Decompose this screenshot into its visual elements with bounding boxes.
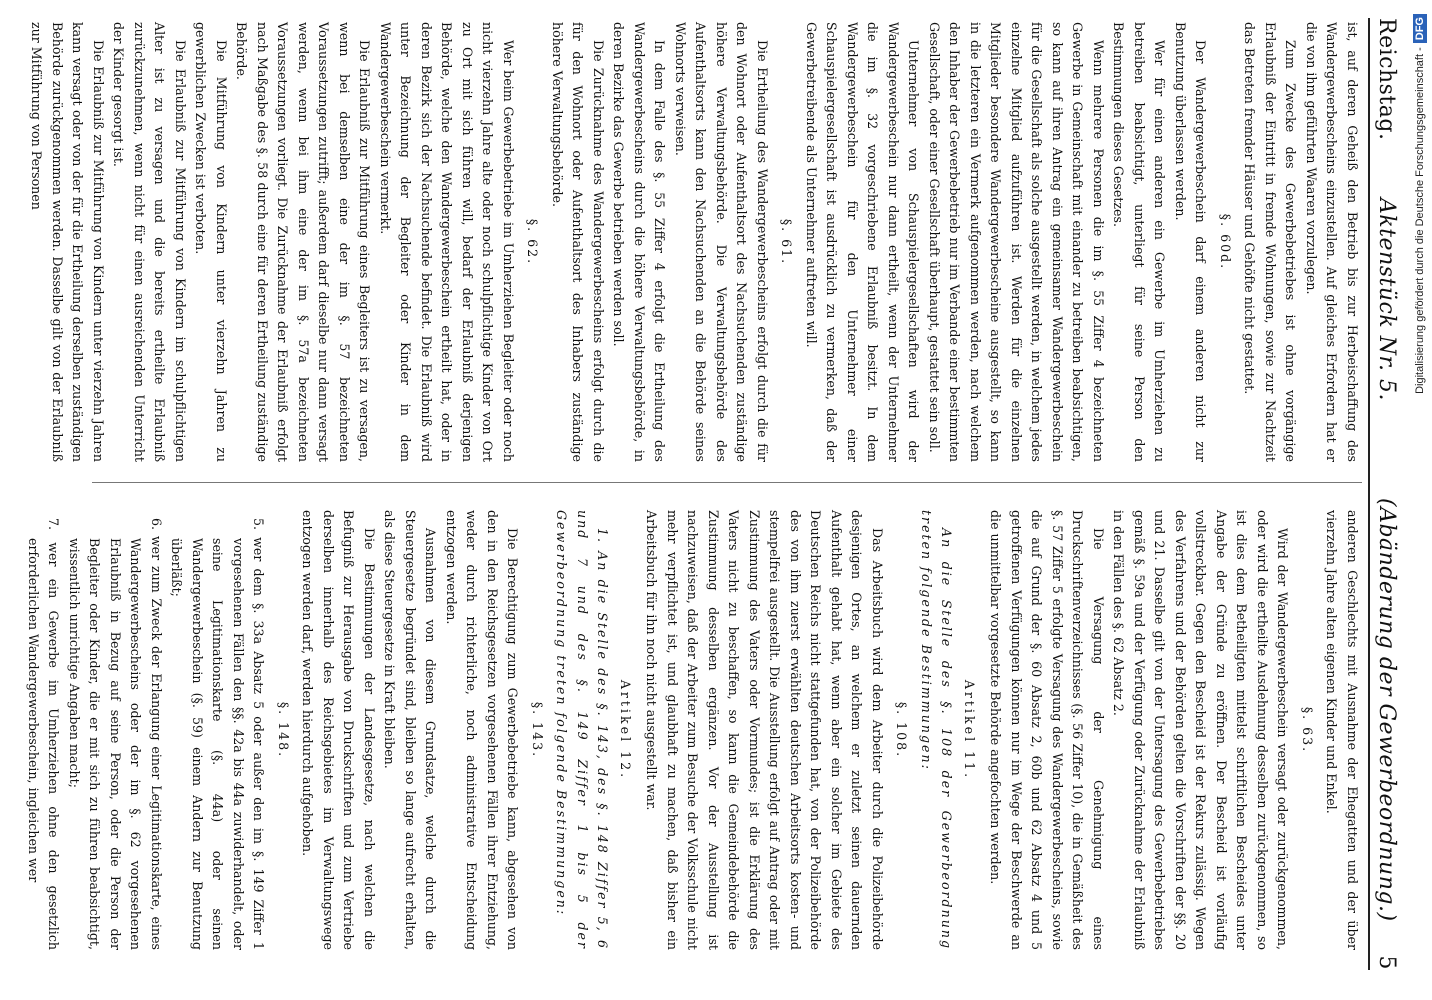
paragraph: In dem Falle des §. 55 Ziffer 4 erfolgt die Ertheilung des Wandergewerbescheins durch die höhere Verwaltungsbehörde, in deren Bezirke das Gewerbe betrieben werden soll. xyxy=(611,22,668,462)
paragraph: Der Wandergewerbeschein darf einem anderen nicht zur Benutzung überlassen werden. xyxy=(1173,22,1209,462)
paragraph: Die Mitführung von Kindern unter vierzehn Jahren zu gewerblichen Zwecken ist verboten. xyxy=(193,22,229,462)
list-item: 6. wer zum Zweck der Erlangung einer Legitimationskarte, eines Wandergewerbescheins oder der im §. 62 vorgesehenen Erlaubniß in Bezug auf seine Person, oder die Person der Begleiter oder Kinder, die er mit sich zu führen beabsichtigt, wissentlich unrichtige Angaben macht; xyxy=(67,518,164,950)
page-number: 5 xyxy=(1374,955,1399,970)
paragraph: Unternehmer von Schauspielergesellschaften wird der Wandergewerbeschein nur dann ertheilt, wenn der Unternehmer die im §. 32 vorgeschriebene Erlaubniß besitzt. In dem Wandergewerbeschein für den Unternehmer einer Schauspielergesellschaft ist ausdrücklich zu vermerken, daß der Gewerbetreibende als Unternehmer auftreten will. xyxy=(804,22,922,462)
paragraph: Die Zurücknahme des Wandergewerbescheins erfolgt durch die für den Wohnort oder Aufenthaltsort des Inhabers zuständige höhere Verwaltungsbehörde. xyxy=(550,22,606,462)
paragraph: Wer für einen anderen ein Gewerbe im Umherziehen zu betreiben beabsichtigt, unterliegt für seine Person den Bestimmungen dieses Gesetzes. xyxy=(1111,22,1168,462)
list-item: 5. wer dem §. 33a Absatz 5 oder außer den im §. 149 Ziffer 1 vorgesehenen Fällen den §§. 42a bis 44a zuwiderhandelt, oder seine Legitimationskarte (§. 44a) oder seinen Wandergewerbeschein (§. 59) einem Andern zur Benutzung überläßt; xyxy=(169,518,267,950)
funding-notice xyxy=(1408,0,1432,1000)
article-intro: 1. An die Stelle des §. 143, des §. 148 Ziffer 5, 6 und 7 und des §. 149 Ziffer 1 bis 5 der Gewerbeordnung treten folgende Bestimmungen: xyxy=(554,510,611,950)
section-heading: §. 108. xyxy=(894,701,910,759)
paragraph: Das Arbeitsbuch wird dem Arbeiter durch die Polizeibehörde desjenigen Ortes, an welchem er zuletzt seinen dauernden Aufenthalt gehabt hat, wenn aber ein solcher im Gebiete des Deutschen Reichs nicht stattgefunden hat, von der Polizeibehörde des von ihm zuerst erwählten deutschen Arbeitsorts kosten- und stempelfrei ausgestellt. Die Ausstellung erfolgt auf Antrag oder mit Zustimmung des Vaters oder Vormundes; ist die Erklärung des Vaters nicht zu beschaffen, so kann die Gemeindebehörde die Zustimmung desselben ergänzen. Vor der Ausstellung ist nachzuweisen, daß der Arbeiter zum Besuche der Volksschule nicht mehr verpflichtet ist, und glaubhaft zu machen, daß bisher ein Arbeitsbuch für ihn noch nicht ausgestellt war. xyxy=(644,510,885,950)
paragraph: ist, auf deren Geheiß den Betrieb bis zur Herbeischaffung des Wandergewerbescheins einzustellen. Auf gleiches Erfordern hat er die von ihm geführten Waaren vorzulegen. xyxy=(1304,22,1360,462)
article-heading: Artikel 11. xyxy=(962,679,977,781)
section-heading: §. 62. xyxy=(525,218,541,266)
paragraph: anderen Geschlechts mit Ausnahme der Ehegatten und der über vierzehn Jahre alten eigenen Kinder und Enkel. xyxy=(1324,510,1360,950)
header-document-no: Aktenstück Nr. 5. xyxy=(1374,198,1399,402)
paragraph: Wird der Wandergewerbeschein versagt oder zurückgenommen, oder wird die ertheilte Ausdehnung desselben zurückgenommen, so ist dies dem Betheiligten mittelst schriftlichen Bescheides unter Angabe der Gründe zu eröffnen. Der Bescheid ist vorläufig vollstreckbar. Gegen den Bescheid ist der Rekurs zulässig. Wegen des Verfahrens und der Behörden gelten die Vorschriften der §§. 20 und 21. Dasselbe gilt von der Untersagung des Gewerbebetriebes gemäß §. 59a und der Verfügung oder Zurücknahme der Erlaubniß in den Fällen des §. 62 Absatz 2. xyxy=(1111,510,1291,950)
digitization-sidebar xyxy=(1408,0,1432,1000)
right-column xyxy=(26,510,1362,950)
paragraph: Wenn mehrere Personen die im §. 55 Ziffer 4 bezeichneten Gewerbe in Gemeinschaft mit einander zu betreiben beabsichtigen, so kann auf ihren Antrag ein gemeinsamer Wandergewerbeschein für die Gesellschaft als solche ausgestellt werden, in welchem jedes einzelne Mitglied aufzuführen ist. Werden für die einzelnen Mitglieder besondere Wandergewerbescheine ausgestellt, so kann in die letzteren ein Vermerk aufgenommen werden, nach welchem den Inhaber der Gewerbebetrieb nur im Verbande einer bestimmten Gesellschaft, oder einer Gesellschaft überhaupt, gestattet sein soll. xyxy=(927,22,1106,462)
header-subject: (Abänderung der Gewerbeordnung.) xyxy=(1374,498,1399,922)
dfg-logo: DFG xyxy=(1413,14,1427,43)
section-heading: §. 60d. xyxy=(1218,213,1233,271)
running-header xyxy=(1368,18,1404,970)
paragraph: Die Berechtigung zum Gewerbebetriebe kann, abgesehen von den in den Reichsgesetzen vorgesehenen Fällen ihrer Entziehung, weder durch richterliche, noch administrative Entscheidung entzogen werden. xyxy=(444,510,521,950)
list-item: 7. wer ein Gewerbe im Umherziehen ohne den gesetzlich erforderlichen Wandergewerbeschein, ingleichen wer xyxy=(26,518,62,950)
section-heading: §. 63. xyxy=(1300,706,1315,754)
paragraph: Die Erlaubniß zur Mitführung von Kindern unter vierzehn Jahren kann versagt oder von der für die Ertheilung derselben zuständigen Behörde zurückgenommen werden. Dasselbe gilt von der Erlaubniß zur Mitführung von Personen xyxy=(29,22,106,462)
article-heading: Artikel 12. xyxy=(618,679,633,781)
paragraph: Die Ertheilung des Wandergewerbescheins erfolgt durch die für den Wohnort oder Aufenthaltsort des Nachsuchenden zuständige höhere Verwaltungsbehörde. Die Verwaltungsbehörde des Aufenthaltsorts kann den Nachsuchenden an die Behörde seines Wohnorts verweisen. xyxy=(673,22,770,462)
paragraph: Die Erlaubniß zur Mitführung von Kindern im schulpflichtigen Alter ist zu versagen und die bereits ertheilte Erlaubniß zurückzunehmen, wenn nicht für einen ausreichenden Unterricht der Kinder gesorgt ist. xyxy=(111,22,188,462)
paragraph: Ausnahmen von diesem Grundsatze, welche durch die Steuergesetze begründet sind, bleiben so lange aufrecht erhalten, als diese Steuergesetze in Kraft bleiben. xyxy=(382,510,439,950)
column-divider xyxy=(92,482,1362,483)
paragraph: Zum Zwecke des Gewerbebetriebes ist ohne vorgängige Erlaubniß der Eintritt in fremde Wohnungen, sowie zur Nachtzeit das Betreten fremder Häuser und Gehöfte nicht gestattet. xyxy=(1242,22,1299,462)
funding-text: Digitalisierung gefördert durch die Deutsche Forschungsgemeinschaft - xyxy=(1414,47,1426,394)
paragraph: Die Bestimmungen der Landesgesetze, nach welchen die Befugniß zur Herausgabe von Druckschriften und zum Vertriebe derselben innerhalb des Reichsgebietes im Verwaltungswege entzogen werden darf, werden hierdurch aufgehoben. xyxy=(300,510,377,950)
left-column xyxy=(29,22,1362,462)
header-reichstag: Reichstag. xyxy=(1374,18,1399,141)
section-heading: §. 148. xyxy=(276,701,291,759)
section-heading: §. 143. xyxy=(530,701,545,759)
article-intro: An die Stelle des §. 108 der Gewerbeordnung treten folgende Bestimmungen: xyxy=(919,510,955,950)
section-heading: §. 61. xyxy=(779,218,795,266)
paragraph: Die Versagung der Genehmigung eines Druckschriftenverzeichnisses (§. 56 Ziffer 10), die in Gemäßheit des §. 57 Ziffer 5 erfolgte Versagung des Wandergewerbescheins, sowie die auf Grund der §. 60 Absatz 2, 60b und 62 Absatz 4 und 5 getroffenen Verfügungen können nur im Wege der Beschwerde an die unmittelbar vorgesetzte Behörde angefochten werden. xyxy=(988,510,1106,950)
paragraph: Die Erlaubniß zur Mitführung eines Begleiters ist zu versagen, wenn bei demselben eine der im §. 57 bezeichneten Voraussetzungen zutrifft; außerdem darf dieselbe nur dann versagt werden, wenn bei ihm eine der im §. 57a bezeichneten Voraussetzungen vorliegt. Die Zurücknahme der Erlaubniß erfolgt nach Maßgabe des §. 58 durch eine für deren Ertheilung zuständige Behörde. xyxy=(234,22,373,462)
paragraph: Wer beim Gewerbebetriebe im Umherziehen Begleiter oder noch nicht vierzehn Jahre alte oder noch schulpflichtige Kinder von Ort zu Ort mit sich führen will, bedarf der Erlaubniß derjenigen Behörde, welche den Wandergewerbeschein ertheilt hat, oder in deren Bezirk sich der Nachsuchende befindet. Die Erlaubniß wird unter Bezeichnung der Begleiter oder Kinder in dem Wandergewerbeschein vermerkt. xyxy=(378,22,516,462)
